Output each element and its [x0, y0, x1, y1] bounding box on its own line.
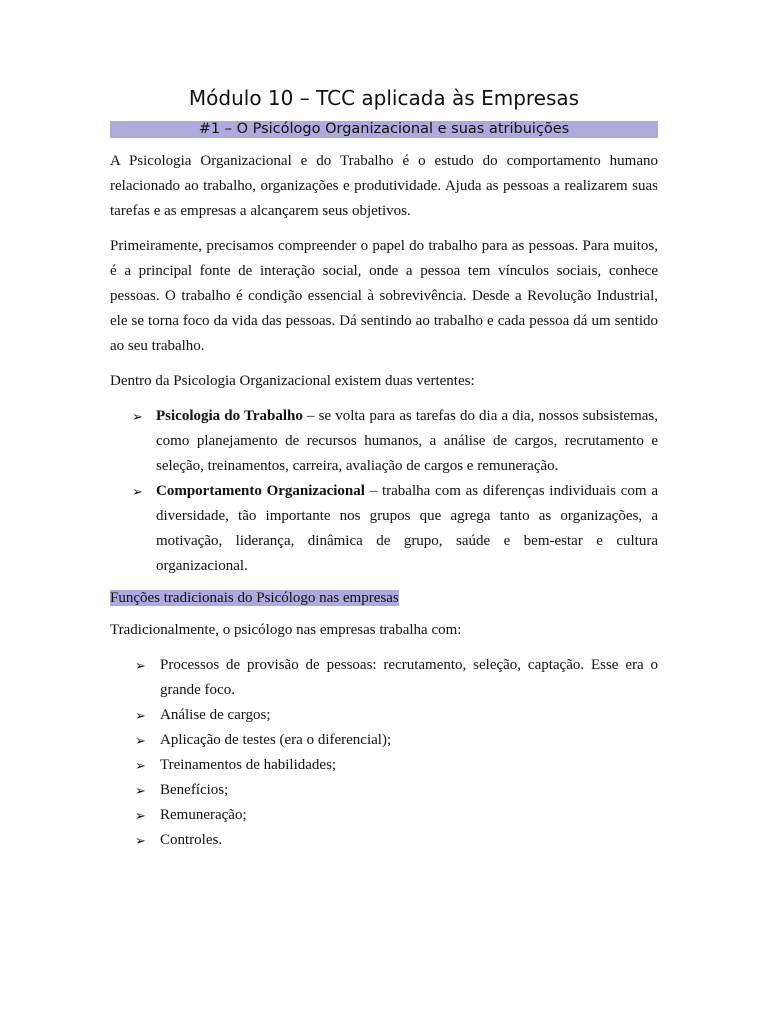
list-item-text: Treinamentos de habilidades; [160, 757, 337, 773]
list-item [110, 778, 658, 803]
arrow-bullet-icon: ➢ [135, 833, 146, 848]
paragraph-role-of-work: Primeiramente, precisamos compreender o papel do trabalho para as pessoas. Para muitos, é a principal fonte de interação social, onde a pessoa tem vínculos sociais, conhece pessoas. O trabalho é condição essencial à sobrevivência. Desde a Revolução Industrial, ele se torna foco da vida das pessoas. Dá sentindo ao trabalho e cada pessoa dá um sentido ao seu trabalho. [110, 238, 658, 354]
list-item [110, 404, 658, 479]
list-item-text: Remuneração; [160, 807, 247, 823]
list-item [110, 828, 658, 853]
paragraph-section-intro: Tradicionalmente, o psicólogo nas empresas trabalha com: [110, 622, 462, 638]
arrow-bullet-icon: ➢ [135, 783, 146, 798]
list-item-text: Controles. [160, 832, 223, 848]
list-item-text: Aplicação de testes (era o diferencial); [160, 732, 392, 748]
section-heading-text: Funções tradicionais do Psicólogo nas empresas [110, 590, 399, 606]
vertente-term: Psicologia do Trabalho [156, 408, 303, 424]
funcoes-list [110, 653, 658, 853]
document-title: Módulo 10 – TCC aplicada às Empresas [188, 86, 580, 110]
arrow-bullet-icon: ➢ [132, 484, 143, 499]
list-item-text: Processos de provisão de pessoas: recrutamento, seleção, captação. Esse era o grande foco. [160, 657, 658, 698]
paragraph-vertentes-intro: Dentro da Psicologia Organizacional existem duas vertentes: [110, 373, 475, 389]
list-item [110, 479, 658, 579]
list-item [110, 653, 658, 703]
list-item [110, 728, 658, 753]
vertente-description: – se volta para as tarefas do dia a dia, nossos subsistemas, como planejamento de recursos humanos, a análise de cargos, recrutamento e seleção, treinamentos, carreira, avaliação de cargos e remuneração. [156, 408, 659, 474]
arrow-bullet-icon: ➢ [135, 758, 146, 773]
vertentes-list [110, 404, 658, 579]
list-item [110, 703, 658, 728]
arrow-bullet-icon: ➢ [132, 409, 143, 424]
arrow-bullet-icon: ➢ [135, 708, 146, 723]
section-subtitle: #1 – O Psicólogo Organizacional e suas atribuições [110, 121, 658, 138]
arrow-bullet-icon: ➢ [135, 658, 146, 673]
paragraph-intro: A Psicologia Organizacional e do Trabalho é o estudo do comportamento humano relacionado ao trabalho, organizações e produtividade. Ajuda as pessoas a realizarem suas tarefas e as empresas a alcançarem seus objetivos. [110, 153, 658, 219]
document-page [110, 0, 658, 853]
list-item-text: Benefícios; [160, 782, 229, 798]
vertente-description: – trabalha com as diferenças individuais com a diversidade, tão importante nos grupos que agrega tanto as organizações, a motivação, liderança, dinâmica de grupo, saúde e bem-estar e cultura organizacional. [156, 483, 658, 574]
arrow-bullet-icon: ➢ [135, 733, 146, 748]
list-item [110, 803, 658, 828]
arrow-bullet-icon: ➢ [135, 808, 146, 823]
vertente-term: Comportamento Organizacional [156, 483, 365, 499]
list-item-text: Análise de cargos; [160, 707, 271, 723]
section-heading [110, 589, 658, 608]
list-item [110, 753, 658, 778]
